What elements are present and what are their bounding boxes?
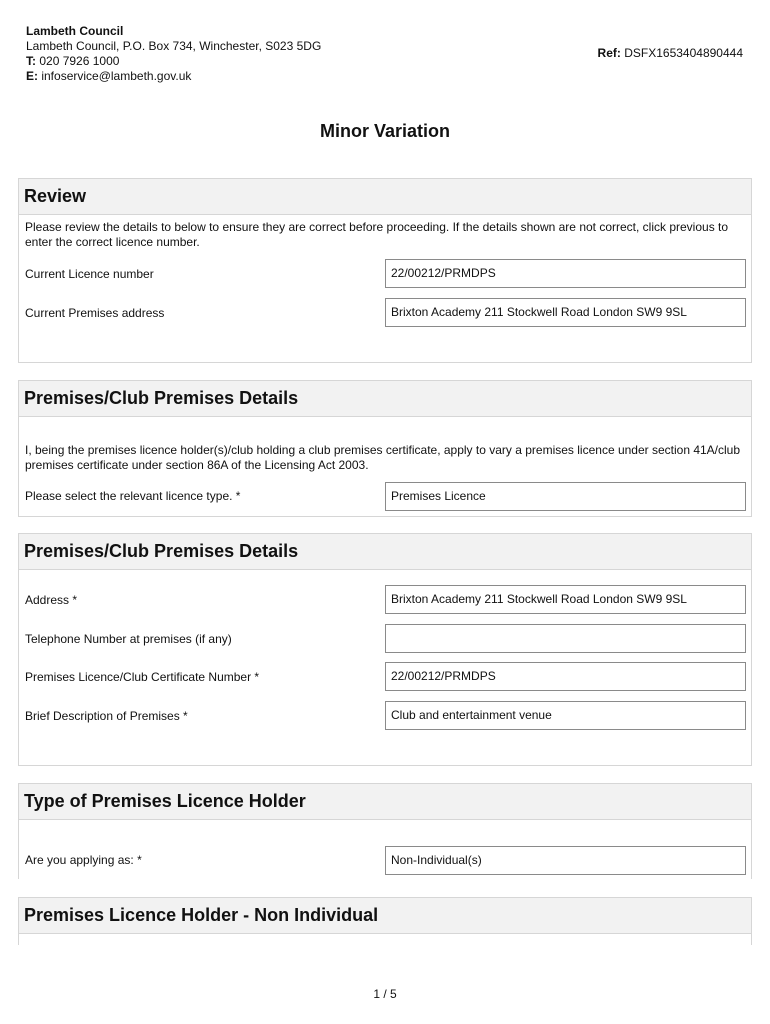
holder-non-individual-heading: Premises Licence Holder - Non Individual [19, 898, 751, 934]
page-number: 1 / 5 [373, 987, 397, 1001]
org-phone: 020 7926 1000 [39, 54, 120, 68]
premises-phone-field [385, 624, 746, 653]
premises-details-heading-2: Premises/Club Premises Details [19, 534, 751, 570]
page-title: Minor Variation [319, 121, 451, 141]
current-address-label: Current Premises address [25, 306, 165, 320]
premises-description-label: Brief Description of Premises * [25, 709, 188, 723]
reference [598, 46, 743, 60]
council-header [26, 24, 321, 84]
org-address: Lambeth Council, P.O. Box 734, Winchester, S023 5DG [26, 39, 322, 53]
email-label: E: [26, 69, 38, 83]
review-intro: Please review the details to below to ensure they are correct before proceeding. If the details shown are not correct, click previous to enter the correct licence number. [25, 220, 729, 249]
review-section [18, 178, 752, 363]
ref-value: DSFX1653404890444 [624, 46, 743, 60]
ref-label: Ref: [597, 46, 621, 60]
premises-details-section-1 [18, 380, 752, 517]
current-licence-label: Current Licence number [25, 267, 154, 281]
premises-details-heading-1: Premises/Club Premises Details [19, 381, 751, 417]
premises-phone-label: Telephone Number at premises (if any) [25, 632, 232, 646]
premises-address-field: Brixton Academy 211 Stockwell Road London SW9 9SL [385, 585, 746, 614]
certificate-number-field: 22/00212/PRMDPS [385, 662, 746, 691]
licence-type-label: Please select the relevant licence type. * [25, 489, 241, 503]
holder-type-heading: Type of Premises Licence Holder [19, 784, 751, 820]
org-phone-line [26, 54, 321, 69]
holder-type-section [18, 783, 752, 879]
org-email-line [26, 69, 321, 84]
applying-as-field: Non-Individual(s) [385, 846, 746, 875]
certificate-number-label: Premises Licence/Club Certificate Number * [25, 670, 260, 684]
holder-non-individual-section [18, 897, 752, 945]
applying-as-label: Are you applying as: * [25, 853, 142, 867]
premises-intro: I, being the premises licence holder(s)/club holding a club premises certificate, apply to vary a premises licence under section 41A/club premises certificate under section 86A of the Licensing Act 2003. [25, 443, 741, 472]
review-heading: Review [19, 179, 751, 215]
premises-address-label: Address * [25, 593, 78, 607]
current-licence-field: 22/00212/PRMDPS [385, 259, 746, 288]
phone-label: T: [26, 54, 36, 68]
premises-details-section-2 [18, 533, 752, 766]
current-address-field: Brixton Academy 211 Stockwell Road London SW9 9SL [385, 298, 746, 327]
premises-description-field: Club and entertainment venue [385, 701, 746, 730]
licence-type-field: Premises Licence [385, 482, 746, 511]
org-email: infoservice@lambeth.gov.uk [41, 69, 192, 83]
org-name: Lambeth Council [26, 24, 124, 38]
